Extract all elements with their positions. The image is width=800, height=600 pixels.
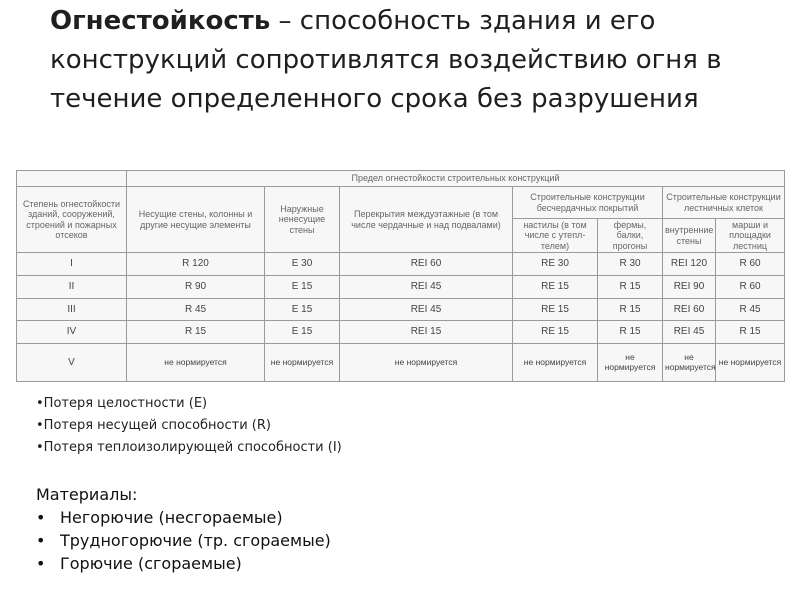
cell: R 90 — [127, 275, 265, 298]
header-floors: Перекрытия междуэтажные (в том числе чердачные и над подвалами) — [340, 187, 513, 253]
cell: I — [17, 253, 127, 276]
list-item — [36, 506, 331, 529]
list-item: •Потеря целостности (E) — [36, 396, 208, 411]
material-label: Негорючие (несгораемые) — [60, 508, 283, 527]
bullet: • — [36, 531, 46, 550]
cell: R 120 — [127, 253, 265, 276]
cell: R 15 — [716, 321, 785, 344]
cell: RE 30 — [513, 253, 598, 276]
cell: не нормируется — [663, 344, 716, 382]
list-item — [36, 529, 331, 552]
title-definition: – способность здания и его конструкций сопротивлятся воздействию огня в течение определенного срока без разрушения — [50, 6, 722, 114]
loss-criteria-list — [36, 393, 342, 459]
cell: не нормируется — [716, 344, 785, 382]
cell: RE 15 — [513, 321, 598, 344]
cell: REI 45 — [663, 321, 716, 344]
cell: R 60 — [716, 253, 785, 276]
header-degree: Степень огнестойкости зданий, сооружений, строений и пожарных отсеков — [17, 187, 127, 253]
bullet: • — [36, 508, 46, 527]
header-bearing: Несущие стены, колонны и другие несущие элементы — [127, 187, 265, 253]
header-inner-walls: внутренние стены — [663, 219, 716, 253]
list-item — [36, 552, 331, 575]
cell: REI 15 — [340, 321, 513, 344]
cell: V — [17, 344, 127, 382]
cell: R 60 — [716, 275, 785, 298]
cell: RE 15 — [513, 298, 598, 321]
cell: REI 45 — [340, 275, 513, 298]
header-stairs-group: Строительные конструкции лестничных клеток — [663, 187, 785, 219]
cell: REI 45 — [340, 298, 513, 321]
cell: RE 15 — [513, 275, 598, 298]
table-row — [17, 321, 785, 344]
cell: не нормируется — [598, 344, 663, 382]
cell: R 15 — [598, 321, 663, 344]
cell: R 15 — [598, 298, 663, 321]
cell: III — [17, 298, 127, 321]
cell: E 15 — [265, 275, 340, 298]
fire-resistance-table — [16, 170, 784, 382]
materials-section — [36, 483, 331, 575]
cell: REI 120 — [663, 253, 716, 276]
slide-title — [50, 2, 770, 119]
table-row — [17, 344, 785, 382]
table-row — [17, 298, 785, 321]
list-item: •Потеря несущей способности (R) — [36, 418, 271, 433]
cell: REI 60 — [663, 298, 716, 321]
header-decks: настилы (в том числе с утепл-телем) — [513, 219, 598, 253]
cell: II — [17, 275, 127, 298]
header-outer-walls: Наружные ненесущие стены — [265, 187, 340, 253]
cell: R 15 — [598, 275, 663, 298]
table-corner — [17, 171, 127, 187]
cell: R 45 — [127, 298, 265, 321]
cell: REI 60 — [340, 253, 513, 276]
cell: не нормируется — [340, 344, 513, 382]
material-label: Трудногорючие (тр. сгораемые) — [60, 531, 331, 550]
cell: E 15 — [265, 298, 340, 321]
table-row — [17, 253, 785, 276]
title-term: Огнестойкость — [50, 6, 271, 36]
cell: E 15 — [265, 321, 340, 344]
list-item: •Потеря теплоизолирующей способности (I) — [36, 440, 342, 455]
cell: REI 90 — [663, 275, 716, 298]
header-trusses: фермы, балки, прогоны — [598, 219, 663, 253]
cell: E 30 — [265, 253, 340, 276]
cell: не нормируется — [265, 344, 340, 382]
materials-heading: Материалы: — [36, 485, 138, 504]
cell: не нормируется — [513, 344, 598, 382]
bullet: • — [36, 554, 46, 573]
cell: R 15 — [127, 321, 265, 344]
material-label: Горючие (сгораемые) — [60, 554, 242, 573]
header-top: Предел огнестойкости строительных конструкций — [127, 171, 785, 187]
header-attic-group: Строительные конструкции бесчердачных покрытий — [513, 187, 663, 219]
cell: IV — [17, 321, 127, 344]
cell: не нормируется — [127, 344, 265, 382]
cell: R 45 — [716, 298, 785, 321]
table-row — [17, 275, 785, 298]
header-flights: марши и площадки лестниц — [716, 219, 785, 253]
cell: R 30 — [598, 253, 663, 276]
